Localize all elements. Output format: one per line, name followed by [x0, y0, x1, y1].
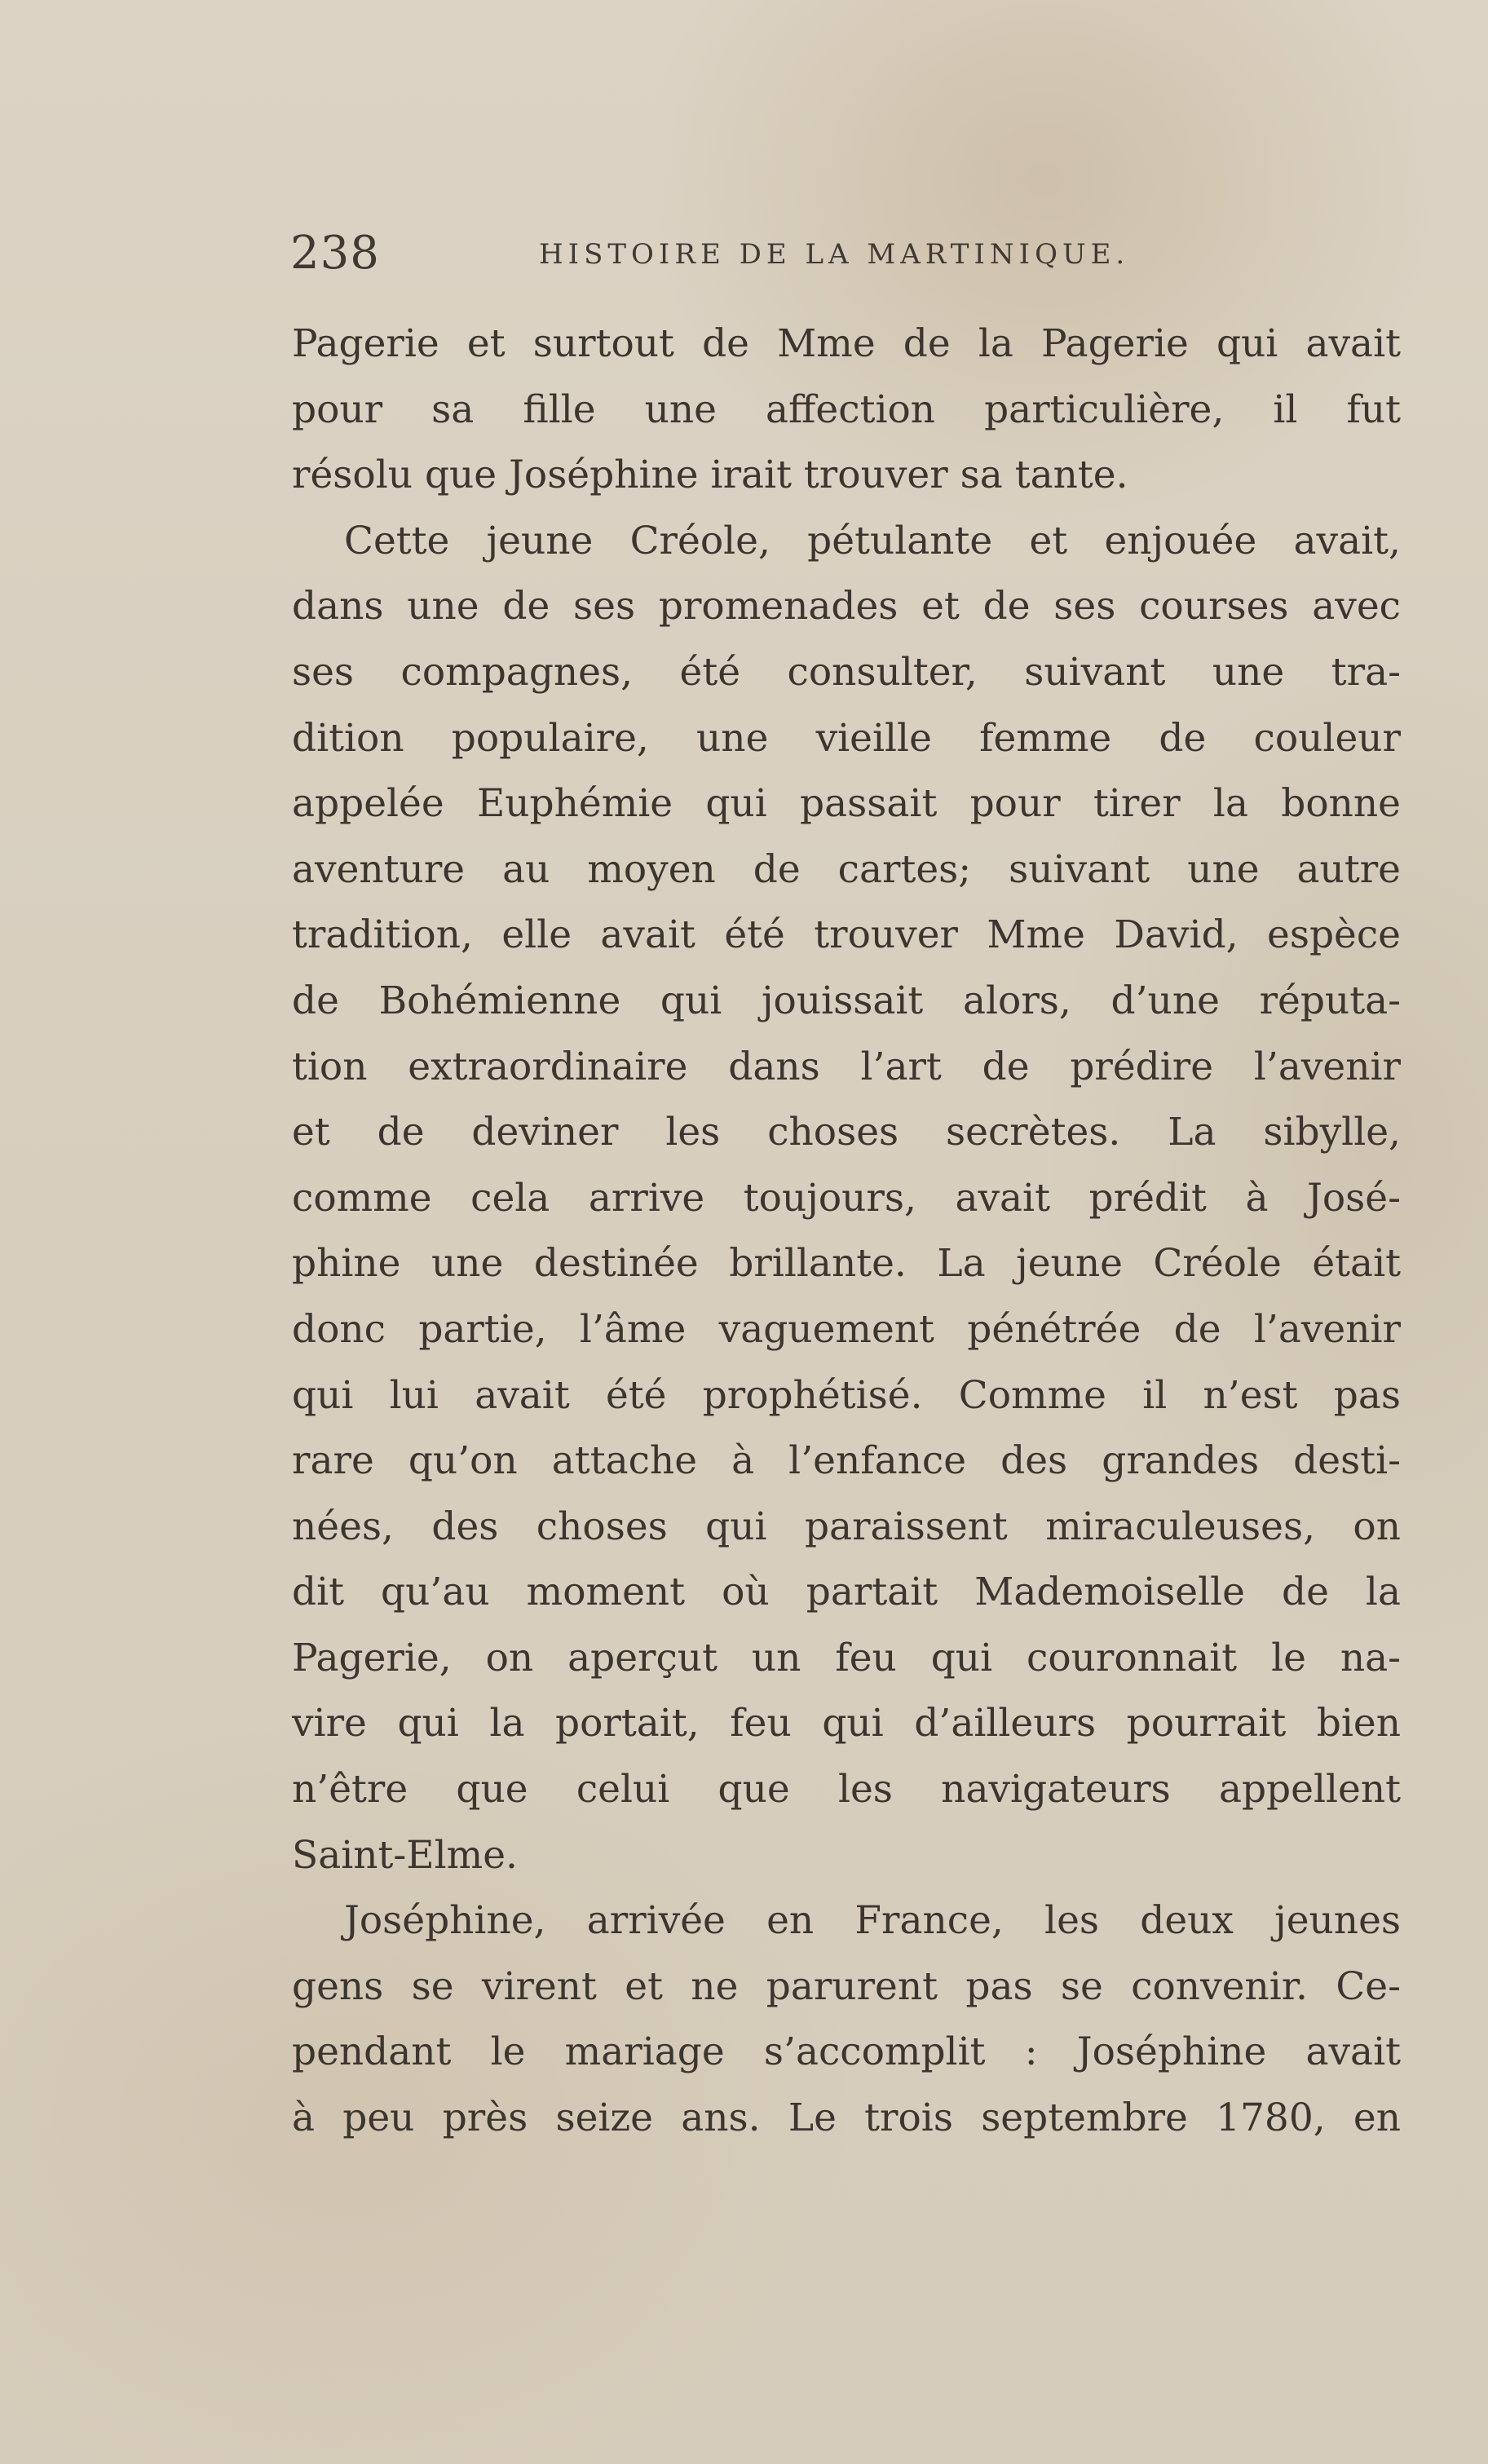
text-line: vire qui la portait, feu qui d’ailleurs pourrait bien [292, 1701, 1401, 1746]
page-number: 238 [290, 227, 380, 280]
text-line: tion extraordinaire dans l’art de prédire l’avenir [292, 1044, 1401, 1089]
page-header [290, 227, 1399, 292]
text-line: donc partie, l’âme vaguement pénétrée de l’avenir [292, 1306, 1401, 1352]
text-line: Pagerie, on aperçut un feu qui couronnait le na- [292, 1635, 1401, 1680]
text-line: pendant le mariage s’accomplit : Joséphine avait [292, 2029, 1401, 2075]
text-line: dition populaire, une vieille femme de couleur [292, 715, 1401, 761]
text-line: Joséphine, arrivée en France, les deux jeunes [344, 1898, 1401, 1944]
text-line: à peu près seize ans. Le trois septembre 1780, en [292, 2095, 1401, 2141]
text-line: phine une destinée brillante. La jeune Créole était [292, 1241, 1401, 1287]
text-line: ses compagnes, été consulter, suivant une tra- [292, 649, 1401, 695]
text-line: gens se virent et ne parurent pas se convenir. Ce- [292, 1963, 1401, 2009]
text-line: rare qu’on attache à l’enfance des grandes desti- [292, 1438, 1401, 1484]
text-line: dit qu’au moment où partait Mademoiselle de la [292, 1570, 1401, 1615]
text-line: comme cela arrive toujours, avait prédit à José- [292, 1175, 1401, 1221]
text-line: aventure au moyen de cartes; suivant une autre [292, 846, 1401, 892]
body-text [292, 311, 1401, 2152]
text-line: pour sa fille une affection particulière, il fut [292, 386, 1401, 432]
running-title: HISTOIRE DE LA MARTINIQUE. [539, 238, 1130, 271]
text-line: Cette jeune Créole, pétulante et enjouée avait, [344, 518, 1401, 563]
text-line: nées, des choses qui paraissent miraculeuses, on [292, 1504, 1401, 1549]
text-line: dans une de ses promenades et de ses courses avec [292, 584, 1401, 629]
text-line: tradition, elle avait été trouver Mme David, espèce [292, 912, 1401, 958]
text-line: et de deviner les choses secrètes. La sibylle, [292, 1110, 1401, 1155]
text-line: appelée Euphémie qui passait pour tirer la bonne [292, 781, 1401, 827]
text-line: de Bohémienne qui jouissait alors, d’une réputa- [292, 978, 1401, 1023]
text-line: résolu que Joséphine irait trouver sa tante. [292, 453, 1128, 498]
text-line: qui lui avait été prophétisé. Comme il n’est pas [292, 1372, 1401, 1418]
text-line: Pagerie et surtout de Mme de la Pagerie qui avait [292, 321, 1401, 366]
text-line: n’être que celui que les navigateurs appellent [292, 1767, 1401, 1813]
text-line: Saint-Elme. [292, 1832, 518, 1878]
